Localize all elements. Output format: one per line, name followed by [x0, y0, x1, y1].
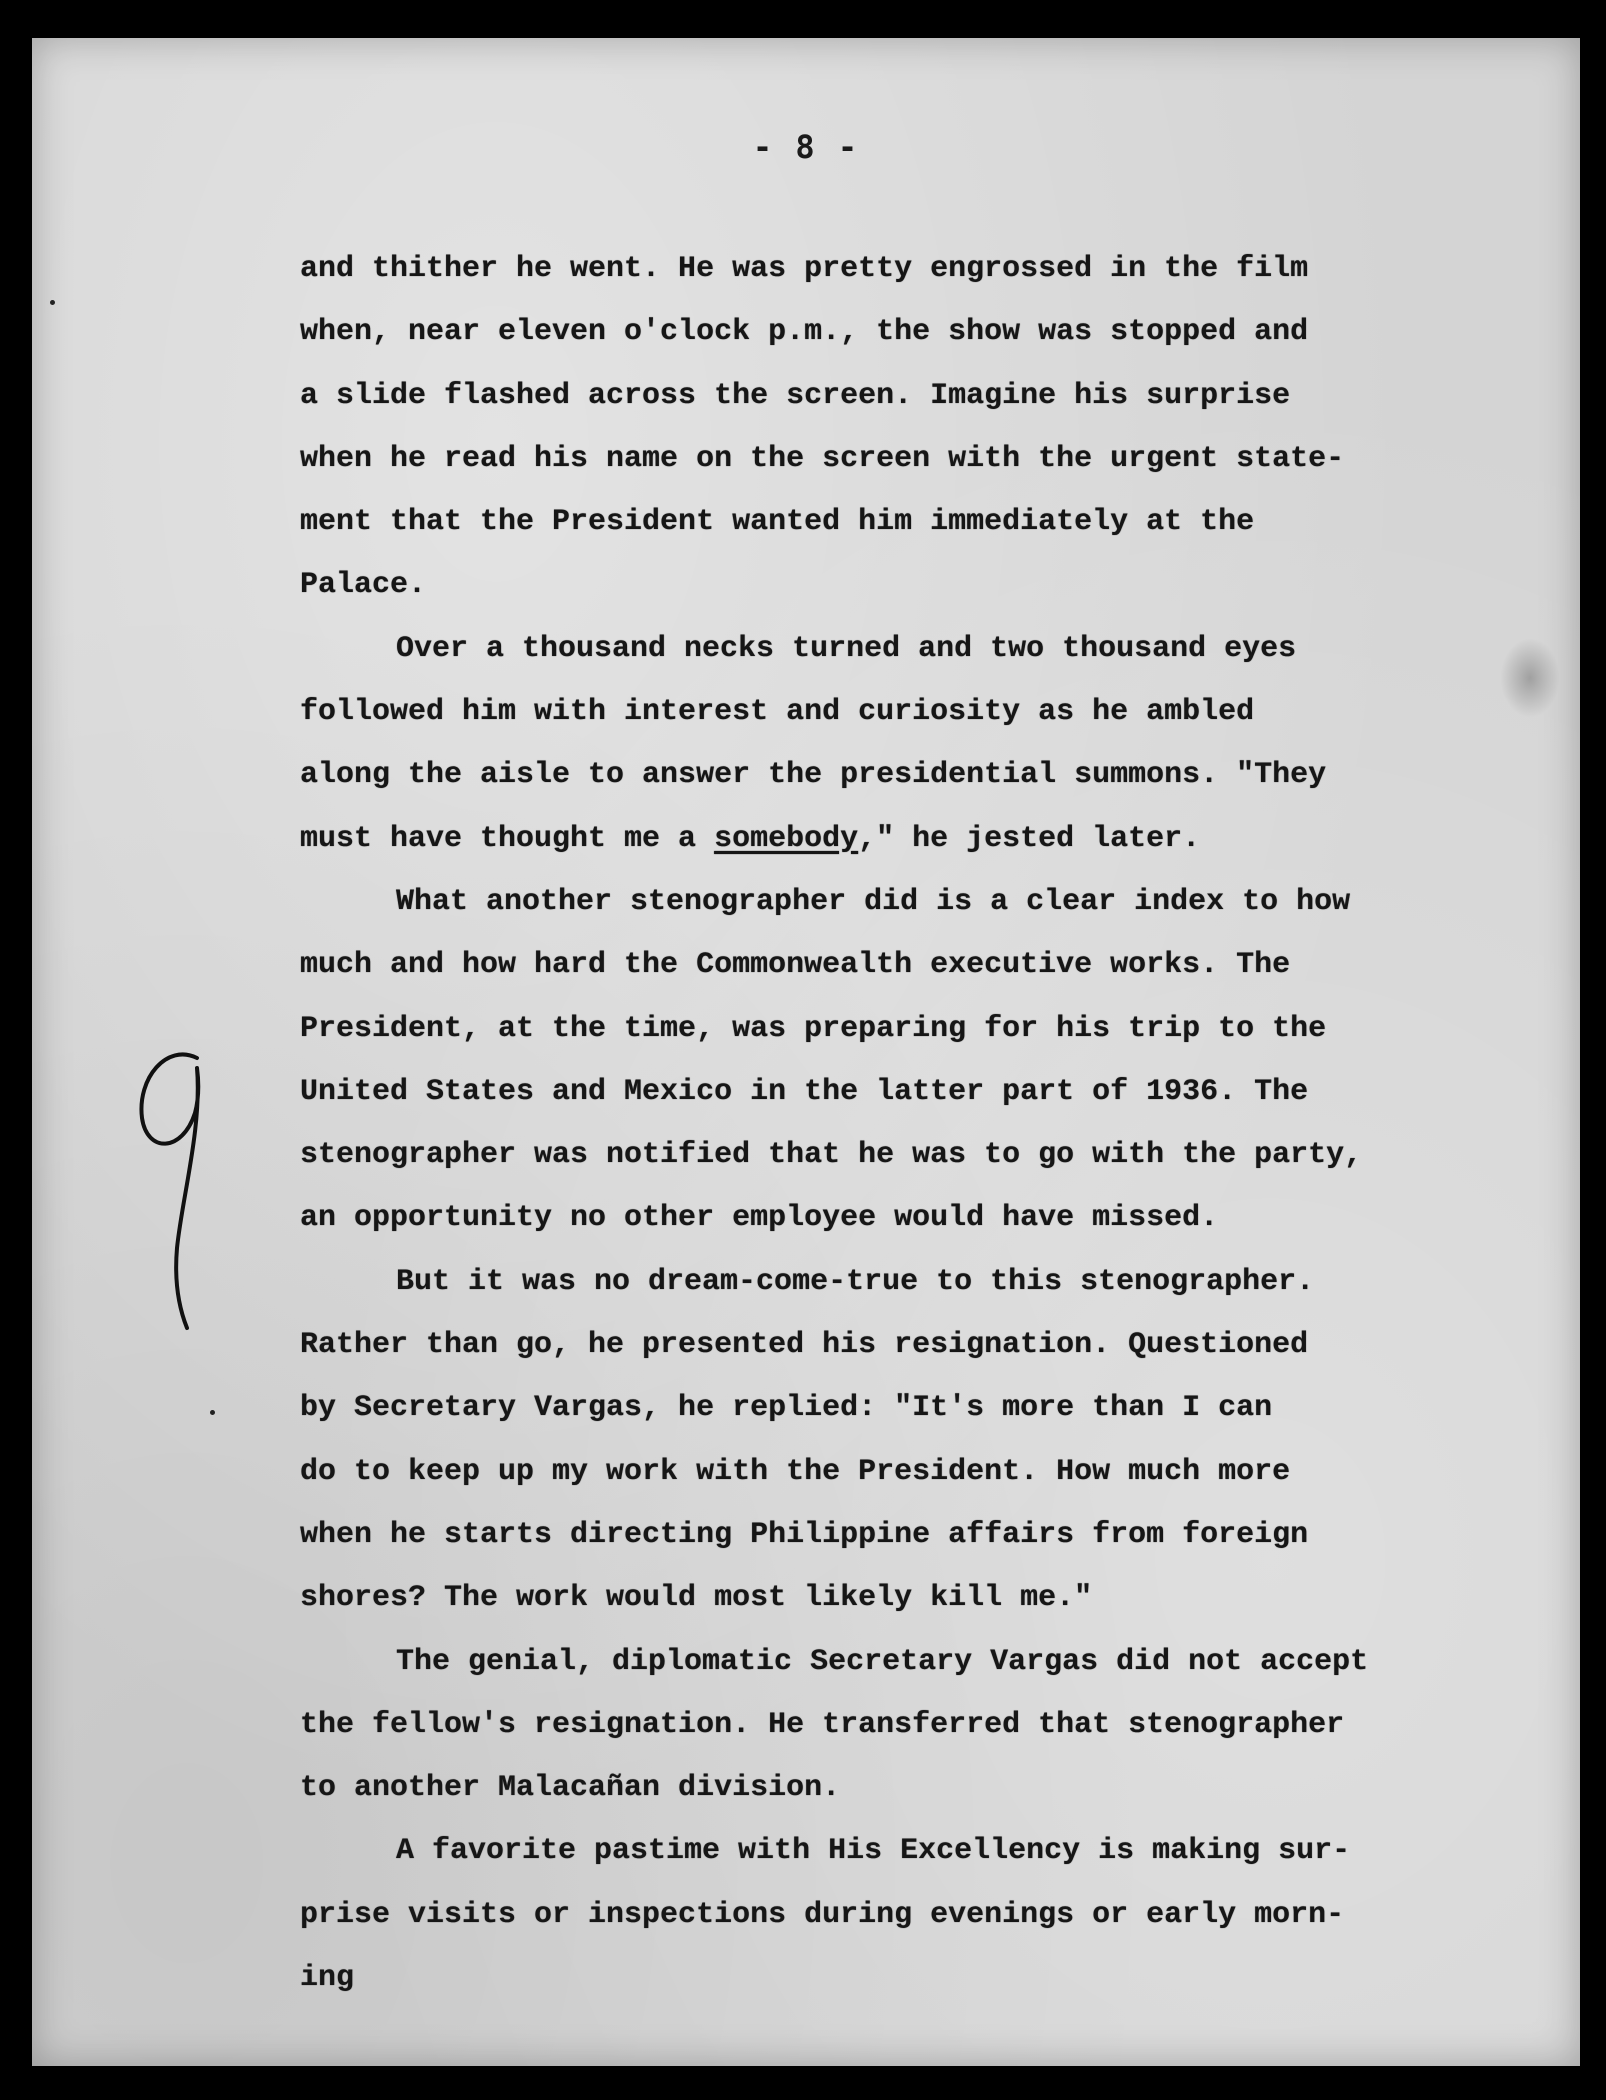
paragraph-2-line-1: Over a thousand necks turned and two thousand eyes — [396, 631, 1297, 666]
paragraph-1-line-5: ment that the President wanted him immediately at the — [300, 505, 1255, 540]
paragraph-1-line-2: when, near eleven o'clock p.m., the show was stopped and — [300, 315, 1309, 350]
paragraph-1-line-4: when he read his name on the screen with the urgent state- — [300, 441, 1345, 476]
scan-speck — [50, 300, 55, 305]
body-text — [300, 238, 1490, 2010]
paragraph-1-line-3: a slide flashed across the screen. Imagine his surprise — [300, 378, 1291, 413]
paragraph-6-line-1: A favorite pastime with His Excellency is making sur- — [396, 1834, 1351, 1869]
paragraph-3-line-3: President, at the time, was preparing for his trip to the — [300, 1011, 1327, 1046]
paragraph-4-line-4: do to keep up my work with the President. How much more — [300, 1454, 1291, 1489]
paragraph-4-line-1: But it was no dream-come-true to this stenographer. — [396, 1264, 1315, 1299]
paragraph-1-line-1: and thither he went. He was pretty engrossed in the film — [300, 252, 1309, 286]
typed-page — [32, 38, 1580, 2066]
paragraph-3-line-5: stenographer was notified that he was to go with the party, — [300, 1138, 1363, 1173]
paragraph-6-line-2: prise visits or inspections during evenings or early morn- — [300, 1897, 1345, 1932]
paragraph-4-line-5: when he starts directing Philippine affairs from foreign — [300, 1517, 1309, 1552]
handwritten-margin-mark — [127, 1038, 217, 1338]
paragraph-2-line-3: along the aisle to answer the presidential summons. "They — [300, 758, 1327, 793]
paragraph-3-line-4: United States and Mexico in the latter part of 1936. The — [300, 1074, 1309, 1109]
paragraph-4-line-6: shores? The work would most likely kill me." — [300, 1581, 1093, 1616]
paragraph-5-line-3: to another Malacañan division. — [300, 1771, 841, 1806]
paragraph-4-line-2: Rather than go, he presented his resignation. Questioned — [300, 1328, 1309, 1363]
scan-speck — [210, 1410, 215, 1415]
line-text-before: must have thought me a — [300, 821, 715, 856]
paragraph-4-line-3: by Secretary Vargas, he replied: "It's more than I can — [300, 1391, 1273, 1426]
paragraph-1-line-6: Palace. — [300, 568, 427, 603]
paragraph-6-line-3: ing — [300, 1961, 355, 1996]
paragraph-3-line-2: much and how hard the Commonwealth executive works. The — [300, 948, 1291, 983]
page-number: - 8 - — [752, 128, 860, 166]
paragraph-3-line-1: What another stenographer did is a clear index to how — [396, 884, 1351, 919]
line-text-after: ," he jested later. — [858, 821, 1201, 856]
underlined-word: somebody — [714, 821, 859, 856]
paragraph-5-line-2: the fellow's resignation. He transferred that stenographer — [300, 1707, 1345, 1742]
paragraph-2-line-4 — [300, 808, 1490, 871]
paragraph-2-line-2: followed him with interest and curiosity as he ambled — [300, 695, 1255, 730]
paragraph-3-line-6: an opportunity no other employee would have missed. — [300, 1201, 1219, 1236]
scan-smudge — [1500, 638, 1560, 718]
paragraph-5-line-1: The genial, diplomatic Secretary Vargas did not accept — [396, 1644, 1369, 1679]
